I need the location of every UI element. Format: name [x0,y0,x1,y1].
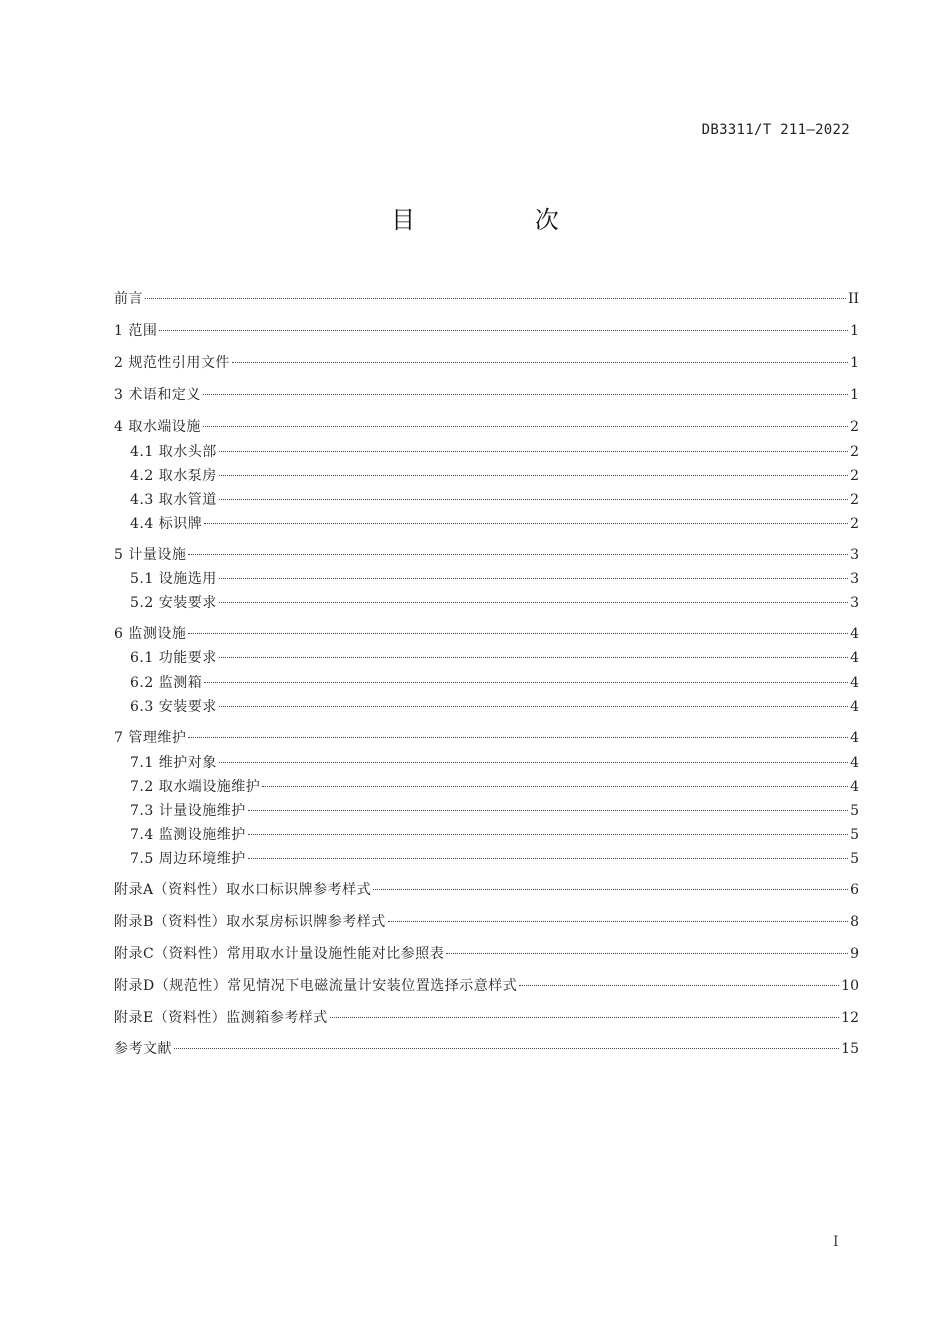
toc-leader-dots [248,834,848,835]
toc-entry-label: 7.1 维护对象 [130,755,217,771]
toc-leader-dots [219,499,848,500]
toc-subentry[interactable] [130,513,859,535]
toc-leader-dots [519,985,839,986]
toc-entry-label: 附录A（资料性）取水口标识牌参考样式 [114,882,372,898]
toc-entry[interactable] [114,911,859,933]
toc-leader-dots [203,426,848,427]
toc-leader-dots [188,633,848,634]
toc-entry-label: 前言 [114,291,143,307]
toc-entry-page: 2 [850,444,859,460]
toc-entry-page: 2 [850,492,859,508]
toc-entry-label: 附录B（资料性）取水泵房标识牌参考样式 [114,914,386,930]
toc-leader-dots [219,706,848,707]
toc-entry-page: 4 [850,626,859,642]
toc-entry-page: 4 [850,755,859,771]
toc-entry-page: 4 [850,779,859,795]
toc-entry-label: 5 计量设施 [114,547,187,563]
toc-entry-label: 6.3 安装要求 [130,699,217,715]
toc-entry-label: 6.1 功能要求 [130,650,217,666]
toc-leader-dots [219,451,848,452]
toc-leader-dots [330,1017,839,1018]
toc-entry-page: 9 [850,946,859,962]
toc-entry[interactable] [114,1038,859,1060]
toc-entry-page: 4 [850,699,859,715]
toc-entry[interactable] [114,352,859,374]
toc-entry-label: 7.5 周边环境维护 [130,851,246,867]
toc-entry-page: 4 [850,730,859,746]
toc-subentry[interactable] [130,800,859,822]
toc-leader-dots [145,298,846,299]
toc-entry-page: 3 [850,547,859,563]
toc-entry-label: 4.4 标识牌 [130,516,203,532]
toc-entry-page: II [847,291,859,307]
document-code: DB3311/T 211—2022 [701,122,850,138]
toc-entry-label: 6.2 监测箱 [130,675,203,691]
toc-entry-page: 1 [850,355,859,371]
toc-entry-page: 5 [850,827,859,843]
toc-leader-dots [446,953,848,954]
toc-entry[interactable] [114,416,859,438]
toc-subentry[interactable] [130,489,859,511]
toc-entry[interactable] [114,288,859,310]
toc-entry-label: 3 术语和定义 [114,387,201,403]
toc-leader-dots [388,921,848,922]
toc-leader-dots [204,682,848,683]
toc-entry-label: 1 范围 [114,323,158,339]
toc-entry-page: 10 [841,978,859,994]
toc-leader-dots [204,523,848,524]
toc-entry-label: 2 规范性引用文件 [114,355,230,371]
toc-entry-label: 附录D（规范性）常见情况下电磁流量计安装位置选择示意样式 [114,978,518,994]
toc-entry-label: 4.2 取水泵房 [130,468,217,484]
toc-subentry[interactable] [130,465,859,487]
toc-entry-label: 5.1 设施选用 [130,571,217,587]
toc-entry[interactable] [114,975,859,997]
toc-entry-page: 2 [850,516,859,532]
toc-entry-page: 2 [850,468,859,484]
toc-entry[interactable] [114,879,859,901]
toc-entry-label: 6 监测设施 [114,626,187,642]
toc-entry-page: 3 [850,595,859,611]
toc-entry-label: 附录E（资料性）监测箱参考样式 [114,1010,328,1026]
toc-entry-page: 4 [850,675,859,691]
toc-leader-dots [203,394,848,395]
toc-subentry[interactable] [130,672,859,694]
toc-entry[interactable] [114,320,859,342]
toc-subentry[interactable] [130,824,859,846]
toc-leader-dots [219,657,848,658]
toc-subentry[interactable] [130,848,859,870]
toc-leader-dots [248,810,848,811]
toc-entry-page: 1 [850,323,859,339]
page-number: I [833,1234,839,1250]
toc-entry-label: 附录C（资料性）常用取水计量设施性能对比参照表 [114,946,445,962]
toc-entry-page: 6 [850,882,859,898]
toc-entry[interactable] [114,544,859,566]
toc-entry-label: 7.4 监测设施维护 [130,827,246,843]
toc-entry[interactable] [114,384,859,406]
toc-entry-label: 7.2 取水端设施维护 [130,779,261,795]
toc-subentry[interactable] [130,776,859,798]
toc-leader-dots [232,362,848,363]
page-title: 目 次 [391,206,615,234]
toc-subentry[interactable] [130,568,859,590]
toc-subentry[interactable] [130,696,859,718]
toc-entry-label: 4.1 取水头部 [130,444,217,460]
toc-entry-page: 5 [850,803,859,819]
toc-leader-dots [262,786,848,787]
toc-leader-dots [219,475,848,476]
toc-leader-dots [188,554,848,555]
toc-entry[interactable] [114,1007,859,1029]
toc-entry-label: 7 管理维护 [114,730,187,746]
toc-entry[interactable] [114,943,859,965]
toc-entry-page: 5 [850,851,859,867]
toc-entry-page: 12 [841,1010,859,1026]
toc-entry-label: 4.3 取水管道 [130,492,217,508]
toc-leader-dots [159,330,848,331]
toc-entry-page: 3 [850,571,859,587]
toc-entry-label: 7.3 计量设施维护 [130,803,246,819]
toc-entry-label: 4 取水端设施 [114,419,201,435]
toc-entry-page: 2 [850,419,859,435]
toc-entry-page: 8 [850,914,859,930]
toc-subentry[interactable] [130,752,859,774]
toc-entry-label: 参考文献 [114,1041,172,1057]
toc-leader-dots [219,602,848,603]
toc-subentry[interactable] [130,441,859,463]
toc-leader-dots [219,762,848,763]
toc-subentry[interactable] [130,647,859,669]
toc-subentry[interactable] [130,592,859,614]
toc-leader-dots [174,1048,839,1049]
toc-entry-page: 1 [850,387,859,403]
toc-entry-label: 5.2 安装要求 [130,595,217,611]
toc-leader-dots [248,858,848,859]
toc-entry-page: 15 [841,1041,859,1057]
toc-entry-page: 4 [850,650,859,666]
toc-entry[interactable] [114,727,859,749]
toc-leader-dots [373,889,848,890]
toc-leader-dots [219,578,848,579]
toc-leader-dots [188,737,848,738]
toc-entry[interactable] [114,623,859,645]
